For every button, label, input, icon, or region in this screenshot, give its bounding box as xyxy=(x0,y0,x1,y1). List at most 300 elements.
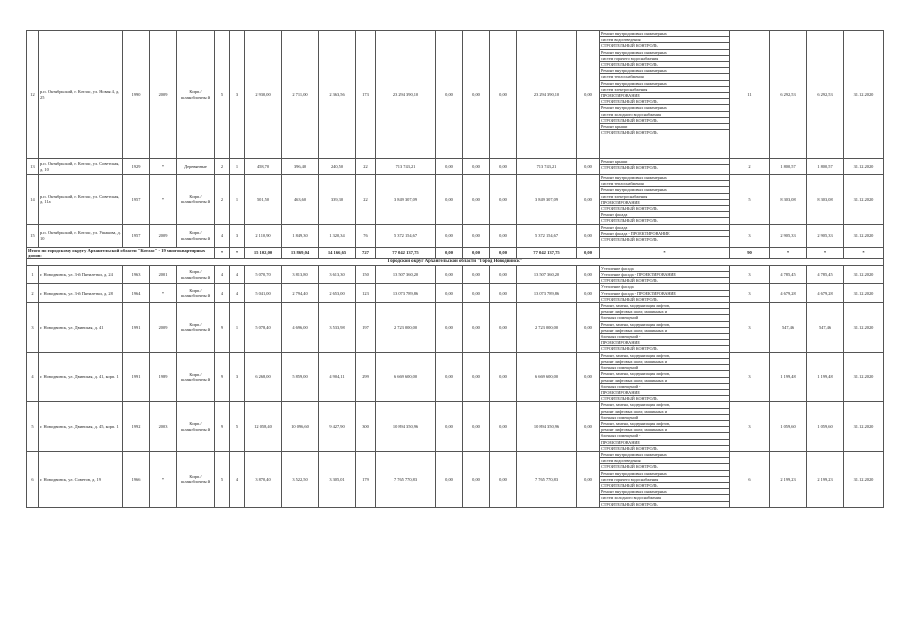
work-item: блочных помещений - xyxy=(600,433,729,439)
cell-date: 31.12.2020 xyxy=(844,284,884,303)
repair-program-table xyxy=(26,30,884,508)
cell-entrances: 4 xyxy=(230,265,245,284)
total-area-res: 14 166,65 xyxy=(319,247,356,259)
cell-address: г. Новодвинск, ул. Двинская, д. 41, корп. 1 xyxy=(39,352,123,402)
cell-area-res: 2 653,00 xyxy=(319,284,356,303)
cell-cost: 713 743,21 xyxy=(376,159,436,175)
cell-own: 23 294 390,10 xyxy=(517,31,577,159)
cell-entrances: 4 xyxy=(230,284,245,303)
cell-num: 13 xyxy=(27,159,39,175)
cell-built: 1964 xyxy=(123,284,150,303)
work-item: блочных помещений - xyxy=(600,384,729,390)
cell-floors: 2 xyxy=(215,175,230,225)
cell-repair: 2003 xyxy=(150,402,177,452)
cell-fund3: 0,00 xyxy=(490,284,517,303)
cell-area-total: 5 859,00 xyxy=(282,352,319,402)
cell-built: 1929 xyxy=(123,159,150,175)
cell-unit1: 1 199,48 xyxy=(770,352,807,402)
work-item: СТРОИТЕЛЬНЫЙ КОНТРОЛЬ xyxy=(600,62,729,68)
cell-other: 0,00 xyxy=(577,284,600,303)
table-row xyxy=(27,352,884,402)
cell-unit1: 547,46 xyxy=(770,303,807,353)
work-item: систем теплоснабжения xyxy=(600,181,729,187)
cell-entrances: 3 xyxy=(230,224,245,247)
cell-cost: 6 669 600,00 xyxy=(376,352,436,402)
cell-area-total: 10 096,60 xyxy=(282,402,319,452)
cell-other: 0,00 xyxy=(577,31,600,159)
work-item: блочных помещений - xyxy=(600,334,729,340)
work-item: СТРОИТЕЛЬНЫЙ КОНТРОЛЬ xyxy=(600,43,729,49)
cell-area-res: 3 533,98 xyxy=(319,303,356,353)
cell-other: 0,00 xyxy=(577,402,600,452)
cell-fund1: 0,00 xyxy=(436,224,463,247)
cell-unit1: 1 059,60 xyxy=(770,402,807,452)
cell-wall: Кирп./ шлакоблочны й xyxy=(177,31,215,159)
cell-unit2: 6 292,53 xyxy=(807,31,844,159)
cell-area: 12 058,40 xyxy=(245,402,282,452)
cell-num: 5 xyxy=(27,402,39,452)
cell-wall: Кирп./ шлакоблочны й xyxy=(177,265,215,284)
cell-entrances: 1 xyxy=(230,175,245,225)
cell-unit2: 4 785,45 xyxy=(807,265,844,284)
cell-fund1: 0,00 xyxy=(436,31,463,159)
work-item: ПРОЕКТИРОВАНИЕ xyxy=(600,440,729,446)
cell-date: 31.12.2020 xyxy=(844,303,884,353)
cell-built: 1957 xyxy=(123,175,150,225)
table-row xyxy=(27,265,884,284)
cell-work-count: 3 xyxy=(730,284,770,303)
cell-floors: 9 xyxy=(215,303,230,353)
work-item: СТРОИТЕЛЬНЫЙ КОНТРОЛЬ xyxy=(601,445,658,451)
work-item: ПРОЕКТИРОВАНИЕ xyxy=(600,200,729,206)
cell-floors: 5 xyxy=(215,31,230,159)
total-unit2: * xyxy=(807,247,844,259)
cell-repair: 2009 xyxy=(150,224,177,247)
work-item: Утепление фасада - ПРОЕКТИРОВАНИЕ xyxy=(600,291,729,297)
cell-unit2: 1 059,60 xyxy=(807,402,844,452)
cell-area: 5 078,40 xyxy=(245,303,282,353)
cell-people: 179 xyxy=(356,451,376,507)
total-work-count: 90 xyxy=(730,247,770,259)
work-item: блочных помещений xyxy=(600,365,729,371)
total-row xyxy=(27,247,884,259)
cell-entrances: 1 xyxy=(230,159,245,175)
work-item: СТРОИТЕЛЬНЫЙ КОНТРОЛЬ xyxy=(601,218,658,224)
work-item: систем электроснабжения xyxy=(600,194,729,200)
work-item: СТРОИТЕЛЬНЫЙ КОНТРОЛЬ xyxy=(601,501,658,507)
cell-built: 1991 xyxy=(123,352,150,402)
cell-own: 13 073 789,86 xyxy=(517,284,577,303)
cell-wall: Кирп./ шлакоблочны й xyxy=(177,284,215,303)
cell-area-total: 3 813,80 xyxy=(282,265,319,284)
work-item: Ремонт фасада xyxy=(600,212,729,218)
cell-num: 6 xyxy=(27,451,39,507)
cell-date: 31.12.2020 xyxy=(844,451,884,507)
cell-other: 0,00 xyxy=(577,224,600,247)
cell-area: 5 070,70 xyxy=(245,265,282,284)
work-item: СТРОИТЕЛЬНЫЙ КОНТРОЛЬ xyxy=(601,396,658,402)
work-item: СТРОИТЕЛЬНЫЙ КОНТРОЛЬ xyxy=(601,237,658,243)
table-row xyxy=(27,451,884,507)
cell-people: 22 xyxy=(356,175,376,225)
work-item: Ремонт, замена, модернизация лифтов, xyxy=(600,322,729,328)
cell-unit1: 6 292,53 xyxy=(770,31,807,159)
document-sheet xyxy=(26,30,884,508)
work-item: ремонт лифтовых шахт, машинных и xyxy=(600,409,729,415)
cell-fund3: 0,00 xyxy=(490,451,517,507)
table-row xyxy=(27,224,884,247)
cell-own: 713 743,21 xyxy=(517,159,577,175)
cell-fund1: 0,00 xyxy=(436,402,463,452)
cell-own: 5 372 154,67 xyxy=(517,224,577,247)
cell-built: 1992 xyxy=(123,402,150,452)
cell-area-total: 2 794,40 xyxy=(282,284,319,303)
cell-people: 123 xyxy=(356,284,376,303)
cell-people: 299 xyxy=(356,352,376,402)
cell-repair: 2001 xyxy=(150,265,177,284)
cell-entrances: 3 xyxy=(230,31,245,159)
cell-cost: 13 507 360,20 xyxy=(376,265,436,284)
cell-works xyxy=(600,265,730,284)
cell-own: 3 849 307,09 xyxy=(517,175,577,225)
cell-wall: Кирп./ шлакоблочны й xyxy=(177,224,215,247)
cell-work-count: 3 xyxy=(730,352,770,402)
work-item: Ремонт внутридомовых инженерных xyxy=(600,175,729,181)
cell-area-total: 4 696,00 xyxy=(282,303,319,353)
cell-people: 76 xyxy=(356,224,376,247)
cell-work-count: 3 xyxy=(730,265,770,284)
cell-other: 0,00 xyxy=(577,303,600,353)
work-item: систем водоотведения xyxy=(600,458,729,464)
cell-wall: Кирп./ шлакоблочны й xyxy=(177,175,215,225)
cell-other: 0,00 xyxy=(577,265,600,284)
work-item: Ремонт крыши xyxy=(600,124,729,130)
cell-unit2: 1 199,48 xyxy=(807,352,844,402)
work-item: Утепление фасада xyxy=(600,284,729,290)
cell-people: 197 xyxy=(356,303,376,353)
cell-num: 2 xyxy=(27,284,39,303)
cell-fund2: 0,00 xyxy=(463,402,490,452)
cell-area: 2 930,00 xyxy=(245,31,282,159)
cell-fund1: 0,00 xyxy=(436,303,463,353)
cell-address: г. Новодвинск, ул. Двинская, д. 41 xyxy=(39,303,123,353)
cell-entrances: 5 xyxy=(230,402,245,452)
cell-fund2: 0,00 xyxy=(463,224,490,247)
work-item: Ремонт внутридомовых инженерных xyxy=(600,31,729,37)
cell-address: г. Новодвинск, ул. Двинская, д. 45, корп. 1 xyxy=(39,402,123,452)
cell-work-count: 3 xyxy=(730,303,770,353)
cell-unit1: 1 800,57 xyxy=(770,159,807,175)
work-item: Ремонт крыши xyxy=(600,159,729,165)
total-fund3: 0,00 xyxy=(490,247,517,259)
cell-repair: * xyxy=(150,175,177,225)
cell-cost: 5 372 154,67 xyxy=(376,224,436,247)
cell-address: г. Новодвинск, ул. 3-й Пятилетки, д. 24 xyxy=(39,265,123,284)
work-item: Утепление фасада - ПРОЕКТИРОВАНИЕ xyxy=(600,272,729,278)
cell-floors: 9 xyxy=(215,352,230,402)
cell-area-res: 2 363,56 xyxy=(319,31,356,159)
work-item: СТРОИТЕЛЬНЫЙ КОНТРОЛЬ xyxy=(600,206,729,212)
cell-floors: 4 xyxy=(215,224,230,247)
work-item: ремонт лифтовых шахт, машинных и xyxy=(600,378,729,384)
cell-address: г. Новодвинск, ул. 3-й Пятилетки, д. 28 xyxy=(39,284,123,303)
work-item: Ремонт, замена, модернизация лифтов, xyxy=(600,371,729,377)
cell-repair: 2009 xyxy=(150,303,177,353)
work-item: ПРОЕКТИРОВАНИЕ xyxy=(600,340,729,346)
cell-people: 150 xyxy=(356,265,376,284)
cell-num: 4 xyxy=(27,352,39,402)
cell-fund3: 0,00 xyxy=(490,303,517,353)
work-item: ремонт лифтовых шахт, машинных и xyxy=(600,427,729,433)
total-people: 727 xyxy=(356,247,376,259)
cell-date: 31.12.2020 xyxy=(844,265,884,284)
cell-works xyxy=(600,402,730,452)
work-item: Ремонт внутридомовых инженерных xyxy=(600,452,729,458)
cell-works xyxy=(600,175,730,225)
total-fund2: 0,00 xyxy=(463,247,490,259)
total-c1: * xyxy=(215,247,230,259)
cell-address: р.п. Октябрьский, г. Котлас, ул. Новая 4, д. 25 xyxy=(39,31,123,159)
work-item: систем холодного водоснабжения xyxy=(600,112,729,118)
cell-date: 31.12.2020 xyxy=(844,31,884,159)
cell-unit1: 2 199,23 xyxy=(770,451,807,507)
total-unit1: * xyxy=(770,247,807,259)
cell-works xyxy=(600,31,730,159)
cell-own: 13 507 360,20 xyxy=(517,265,577,284)
cell-built: 1990 xyxy=(123,31,150,159)
cell-fund2: 0,00 xyxy=(463,159,490,175)
total-label: Итого по городскому округу Архангельской области "Котлас" - 19 многоквартирных домов: xyxy=(27,247,215,259)
work-item: блочных помещений xyxy=(600,415,729,421)
cell-other: 0,00 xyxy=(577,159,600,175)
work-item: систем горячего водоснабжения xyxy=(600,56,729,62)
cell-repair: 2009 xyxy=(150,31,177,159)
cell-unit2: 2 199,23 xyxy=(807,451,844,507)
cell-people: 22 xyxy=(356,159,376,175)
cell-floors: 9 xyxy=(215,402,230,452)
cell-area-res: 1 320,34 xyxy=(319,224,356,247)
total-date: * xyxy=(844,247,884,259)
cell-works xyxy=(600,352,730,402)
work-item: систем водоотведения xyxy=(600,37,729,43)
cell-fund3: 0,00 xyxy=(490,175,517,225)
cell-other: 0,00 xyxy=(577,175,600,225)
work-item: СТРОИТЕЛЬНЫЙ КОНТРОЛЬ xyxy=(601,278,658,284)
work-item: Ремонт внутридомовых инженерных xyxy=(600,471,729,477)
cell-fund1: 0,00 xyxy=(436,265,463,284)
table-row xyxy=(27,402,884,452)
total-c2: * xyxy=(230,247,245,259)
cell-area: 3 870,40 xyxy=(245,451,282,507)
cell-repair: * xyxy=(150,159,177,175)
work-item: СТРОИТЕЛЬНЫЙ КОНТРОЛЬ xyxy=(601,165,658,171)
cell-unit2: 4 679,28 xyxy=(807,284,844,303)
cell-area: 2 110,90 xyxy=(245,224,282,247)
work-item: систем электроснабжения xyxy=(600,87,729,93)
cell-fund2: 0,00 xyxy=(463,31,490,159)
cell-fund2: 0,00 xyxy=(463,175,490,225)
total-works: * xyxy=(600,247,730,259)
cell-area-res: 339,30 xyxy=(319,175,356,225)
work-item: СТРОИТЕЛЬНЫЙ КОНТРОЛЬ xyxy=(600,464,729,470)
table-row xyxy=(27,303,884,353)
cell-unit1: 4 785,45 xyxy=(770,265,807,284)
total-cost: 77 042 137,75 xyxy=(376,247,436,259)
cell-fund1: 0,00 xyxy=(436,352,463,402)
cell-area: 5 041,00 xyxy=(245,284,282,303)
cell-work-count: 3 xyxy=(730,402,770,452)
cell-wall: Кирп./ шлакоблочны й xyxy=(177,402,215,452)
cell-wall: Кирп./ шлакоблочны й xyxy=(177,352,215,402)
cell-cost: 23 294 390,10 xyxy=(376,31,436,159)
cell-entrances: 1 xyxy=(230,303,245,353)
work-item: ремонт лифтовых шахт, машинных и xyxy=(600,309,729,315)
work-item: Ремонт, замена, модернизация лифтов, xyxy=(600,303,729,309)
work-item: Ремонт фасада - ПРОЕКТИРОВАНИЕ xyxy=(600,231,729,237)
table-row xyxy=(27,159,884,175)
cell-area-res: 3 613,30 xyxy=(319,265,356,284)
work-item: систем теплоснабжения xyxy=(600,74,729,80)
cell-area-res: 9 427,90 xyxy=(319,402,356,452)
cell-fund3: 0,00 xyxy=(490,352,517,402)
total-fund1: 0,00 xyxy=(436,247,463,259)
cell-fund2: 0,00 xyxy=(463,352,490,402)
cell-area-total: 2 711,00 xyxy=(282,31,319,159)
cell-area: 501,50 xyxy=(245,175,282,225)
cell-entrances: 4 xyxy=(230,451,245,507)
cell-cost: 3 849 307,09 xyxy=(376,175,436,225)
cell-works xyxy=(600,303,730,353)
cell-area-res: 3 305,01 xyxy=(319,451,356,507)
cell-address: г. Новодвинск, ул. Советов, д. 19 xyxy=(39,451,123,507)
work-item: систем горячего водоснабжения xyxy=(600,477,729,483)
total-area-total: 13 869,04 xyxy=(282,247,319,259)
work-item: СТРОИТЕЛЬНЫЙ КОНТРОЛЬ xyxy=(601,346,658,352)
cell-cost: 10 894 350,96 xyxy=(376,402,436,452)
table-row xyxy=(27,284,884,303)
work-item: Ремонт внутридомовых инженерных xyxy=(600,68,729,74)
cell-date: 31.12.2020 xyxy=(844,175,884,225)
cell-num: 3 xyxy=(27,303,39,353)
cell-wall: Кирп./ шлакоблочны й xyxy=(177,451,215,507)
cell-work-count: 6 xyxy=(730,451,770,507)
cell-works xyxy=(600,159,730,175)
cell-repair: 1989 xyxy=(150,352,177,402)
cell-unit2: 2 905,33 xyxy=(807,224,844,247)
total-other: 0,00 xyxy=(577,247,600,259)
work-item: ПРОЕКТИРОВАНИЕ xyxy=(600,93,729,99)
cell-area-total: 1 849,30 xyxy=(282,224,319,247)
cell-unit2: 8 303,08 xyxy=(807,175,844,225)
work-item: СТРОИТЕЛЬНЫЙ КОНТРОЛЬ xyxy=(600,99,729,105)
cell-work-count: 2 xyxy=(730,159,770,175)
work-item: ПРОЕКТИРОВАНИЕ xyxy=(600,390,729,396)
cell-fund1: 0,00 xyxy=(436,284,463,303)
cell-wall: Кирп./ шлакоблочны й xyxy=(177,303,215,353)
cell-address: р.п. Октябрьский, г. Котлас, ул. Советская, д. 11а xyxy=(39,175,123,225)
cell-date: 31.12.2020 xyxy=(844,159,884,175)
cell-address: р.п. Октябрьский, г. Котлас, ул. Ушакова, д. 10 xyxy=(39,224,123,247)
work-item: Ремонт, замена, модернизация лифтов, xyxy=(600,353,729,359)
total-own: 77 042 137,75 xyxy=(517,247,577,259)
cell-fund2: 0,00 xyxy=(463,265,490,284)
work-item: СТРОИТЕЛЬНЫЙ КОНТРОЛЬ xyxy=(601,296,658,302)
work-item: ремонт лифтовых шахт, машинных и xyxy=(600,328,729,334)
cell-num: 1 xyxy=(27,265,39,284)
cell-fund3: 0,00 xyxy=(490,265,517,284)
cell-unit2: 547,46 xyxy=(807,303,844,353)
work-item: Ремонт внутридомовых инженерных xyxy=(600,105,729,111)
cell-fund2: 0,00 xyxy=(463,303,490,353)
cell-fund3: 0,00 xyxy=(490,224,517,247)
cell-cost: 7 765 770,83 xyxy=(376,451,436,507)
cell-floors: 5 xyxy=(215,451,230,507)
cell-area: 6 268,00 xyxy=(245,352,282,402)
total-area: 15 102,00 xyxy=(245,247,282,259)
cell-unit1: 2 905,33 xyxy=(770,224,807,247)
cell-built: 1966 xyxy=(123,451,150,507)
municipality-heading: Городской округ Архангельской области "Город Новодвинск" xyxy=(27,259,884,265)
cell-own: 7 765 770,83 xyxy=(517,451,577,507)
novodvinsk-rows xyxy=(27,265,884,507)
cell-address: р.п. Октябрьский, г. Котлас, ул. Советская, д. 10 xyxy=(39,159,123,175)
cell-people: 300 xyxy=(356,402,376,452)
cell-built: 1957 xyxy=(123,224,150,247)
cell-num: 12 xyxy=(27,31,39,159)
cell-fund3: 0,00 xyxy=(490,31,517,159)
cell-works xyxy=(600,451,730,507)
cell-cost: 13 073 789,86 xyxy=(376,284,436,303)
cell-work-count: 11 xyxy=(730,31,770,159)
cell-area-total: 3 522,50 xyxy=(282,451,319,507)
work-item: СТРОИТЕЛЬНЫЙ КОНТРОЛЬ xyxy=(601,130,658,136)
cell-fund2: 0,00 xyxy=(463,284,490,303)
cell-works xyxy=(600,224,730,247)
cell-repair: * xyxy=(150,451,177,507)
kotlas-total xyxy=(27,247,884,265)
work-item: СТРОИТЕЛЬНЫЙ КОНТРОЛЬ xyxy=(600,483,729,489)
cell-floors: 2 xyxy=(215,159,230,175)
cell-wall: Деревянные xyxy=(177,159,215,175)
cell-num: 15 xyxy=(27,224,39,247)
cell-unit2: 1 800,57 xyxy=(807,159,844,175)
work-item: СТРОИТЕЛЬНЫЙ КОНТРОЛЬ xyxy=(600,118,729,124)
work-item: Ремонт фасада xyxy=(600,225,729,231)
table-row xyxy=(27,175,884,225)
cell-unit1: 8 303,08 xyxy=(770,175,807,225)
cell-cost: 2 723 000,00 xyxy=(376,303,436,353)
work-item: ремонт лифтовых шахт, машинных и xyxy=(600,359,729,365)
cell-fund1: 0,00 xyxy=(436,451,463,507)
cell-entrances: 3 xyxy=(230,352,245,402)
work-item: Ремонт, замена, модернизация лифтов, xyxy=(600,421,729,427)
cell-built: 1963 xyxy=(123,265,150,284)
cell-area-total: 396,40 xyxy=(282,159,319,175)
cell-fund3: 0,00 xyxy=(490,159,517,175)
work-item: Ремонт, замена, модернизация лифтов, xyxy=(600,402,729,408)
work-item: Ремонт внутридомовых инженерных xyxy=(600,187,729,193)
work-item: Ремонт внутридомовых инженерных xyxy=(600,81,729,87)
cell-unit1: 4 679,28 xyxy=(770,284,807,303)
work-item: Утепление фасада xyxy=(600,266,729,272)
cell-other: 0,00 xyxy=(577,451,600,507)
cell-work-count: 5 xyxy=(730,175,770,225)
table-row xyxy=(27,31,884,159)
work-item: Ремонт внутридомовых инженерных xyxy=(600,489,729,495)
cell-built: 1991 xyxy=(123,303,150,353)
cell-repair: * xyxy=(150,284,177,303)
work-item: Ремонт внутридомовых инженерных xyxy=(600,50,729,56)
